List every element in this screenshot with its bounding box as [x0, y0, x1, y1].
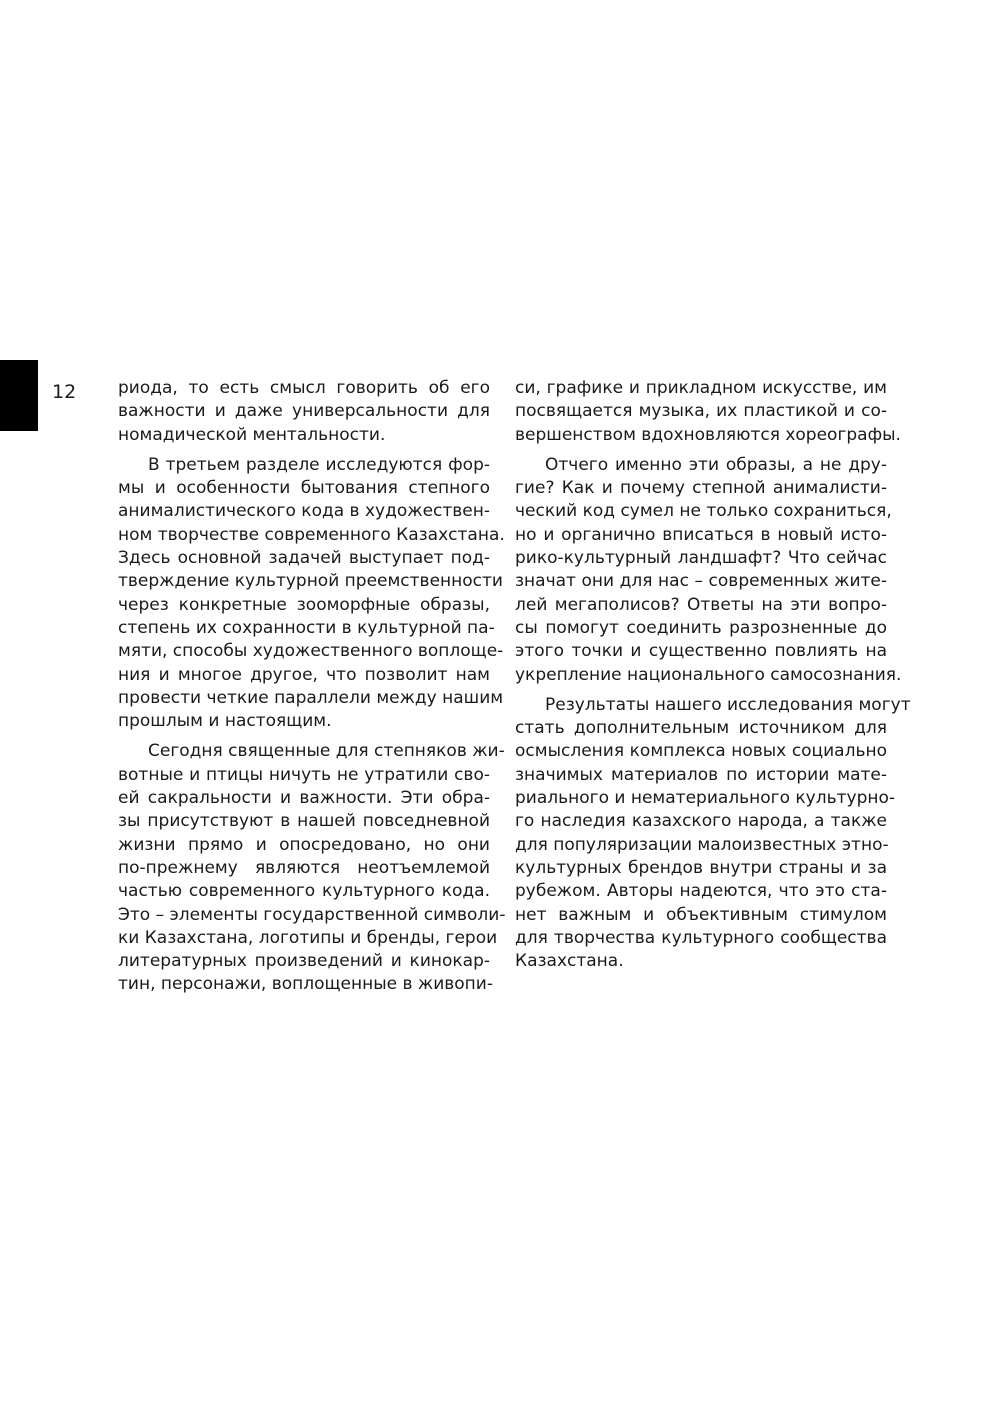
text-line: В третьем разделе исследуются фор- [148, 454, 490, 475]
text-line: мяти, способы художественного воплоще- [118, 641, 504, 662]
text-line: осмысления комплекса новых социально [515, 741, 887, 762]
text-line: Отчего именно эти образы, а не дру- [545, 454, 887, 475]
paragraph [515, 454, 902, 687]
text-line: рубежом. Авторы надеются, что это ста- [515, 881, 887, 902]
text-line: зы присутствуют в нашей повседневной [118, 811, 490, 832]
text-line: ки Казахстана, логотипы и бренды, герои [118, 927, 498, 948]
text-line: риального и нематериального культурно- [515, 788, 896, 809]
text-line: для творчества культурного сообщества [515, 927, 887, 948]
text-line: Казахстана. [515, 951, 624, 972]
text-column-left [118, 377, 506, 1004]
page-edge-tab [0, 360, 38, 431]
text-line: мы и особенности бытования степного [118, 478, 490, 499]
text-line: укрепление национального самосознания. [515, 664, 902, 685]
text-column-right [515, 377, 911, 980]
text-line: риода, то есть смысл говорить об его [118, 378, 490, 398]
text-line: посвящается музыка, их пластикой и со- [515, 401, 887, 422]
page-number: 12 [52, 381, 77, 403]
text-line: номадической ментальности. [118, 424, 386, 445]
text-line: прошлым и настоящим. [118, 711, 332, 732]
text-line: значат они для нас – современных жите- [515, 571, 887, 592]
paragraph [118, 377, 490, 447]
paragraph [515, 377, 901, 447]
text-line: Сегодня священные для степняков жи- [148, 741, 505, 762]
text-line: провести четкие параллели между нашим [118, 687, 504, 708]
text-line: лей мегаполисов? Ответы на эти вопро- [515, 594, 887, 615]
text-line: сы помогут соединить разрозненные до [515, 617, 887, 638]
text-line: рико-культурный ландшафт? Что сейчас [515, 548, 887, 569]
text-line: ей сакральности и важности. Эти обра- [118, 788, 490, 809]
paragraph [118, 740, 506, 996]
text-line: степень их сохранности в культурной па- [118, 617, 495, 638]
text-line: для популяризации малоизвестных этно- [515, 834, 889, 855]
text-line: тин, персонажи, воплощенные в живопи- [118, 974, 493, 995]
text-line: Это – элементы государственной символи- [118, 904, 506, 925]
text-line: гие? Как и почему степной анималисти- [515, 478, 887, 499]
text-line: анималистического кода в художествен- [118, 501, 490, 522]
text-line: частью современного культурного кода. [118, 881, 490, 902]
text-line: вершенством вдохновляются хореографы. [515, 424, 901, 445]
text-line: этого точки и существенно повлиять на [515, 641, 887, 662]
text-line: си, графике и прикладном искусстве, им [515, 378, 887, 398]
text-line: литературных произведений и кинокар- [118, 951, 490, 972]
text-line: культурных брендов внутри страны и за [515, 857, 887, 878]
text-line: Здесь основной задачей выступает под- [118, 548, 490, 569]
text-line: важности и даже универсальности для [118, 401, 490, 422]
text-line: ном творчестве современного Казахстана. [118, 524, 505, 545]
text-line: Результаты нашего исследования могут [545, 694, 911, 715]
text-line: ния и многое другое, что позволит нам [118, 664, 490, 685]
text-line: по-прежнему являются неотъемлемой [118, 857, 490, 878]
text-line: го наследия казахского народа, а также [515, 811, 887, 832]
text-line: нет важным и объективным стимулом [515, 904, 887, 925]
text-line: но и органично вписаться в новый исто- [515, 524, 887, 545]
text-line: ческий код сумел не только сохраниться, [515, 501, 892, 522]
text-line: через конкретные зооморфные образы, [118, 594, 490, 615]
paragraph [515, 694, 911, 974]
paragraph [118, 454, 505, 734]
text-line: вотные и птицы ничуть не утратили сво- [118, 764, 490, 785]
text-line: жизни прямо и опосредовано, но они [118, 834, 490, 855]
text-line: стать дополнительным источником для [515, 718, 887, 739]
text-line: тверждение культурной преемственности [118, 571, 503, 592]
text-line: значимых материалов по истории мате- [515, 764, 887, 785]
